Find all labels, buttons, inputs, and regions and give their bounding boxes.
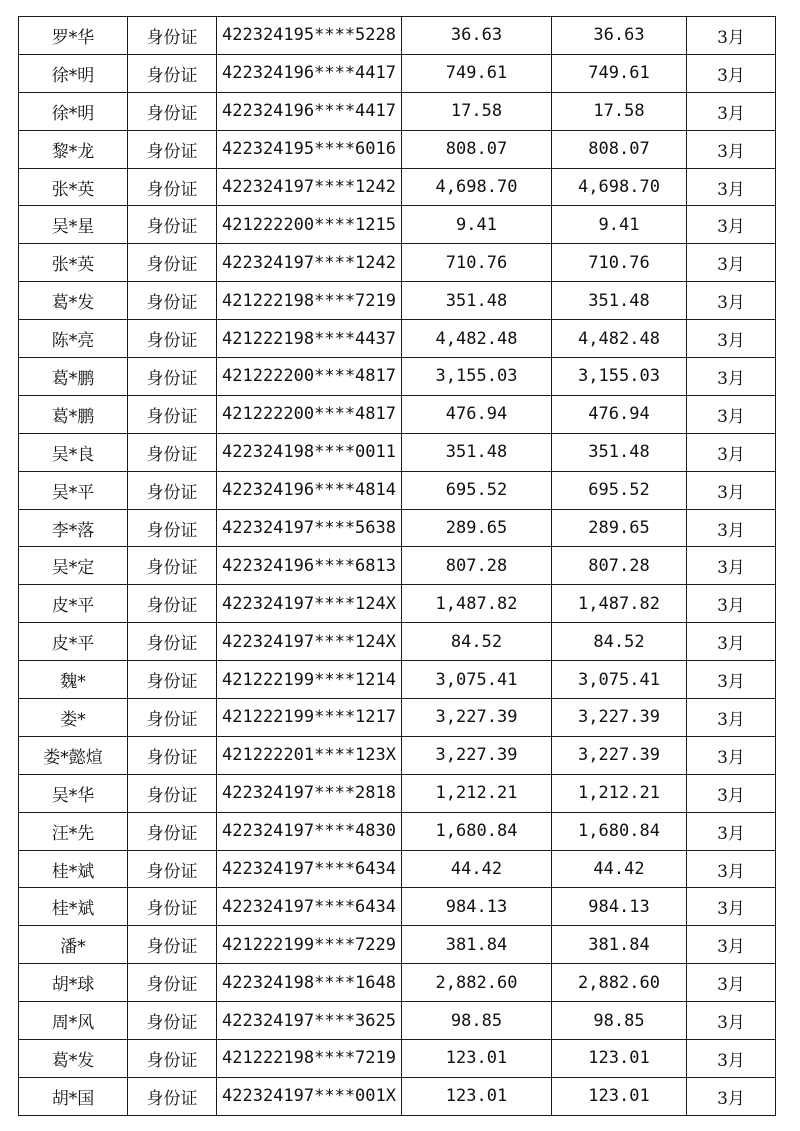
table-row xyxy=(19,471,776,509)
table-row xyxy=(19,661,776,699)
amount-paid-cell: 123.01 xyxy=(552,1077,687,1115)
id-number-cell: 422324197****6434 xyxy=(217,888,402,926)
amount-cell: 2,882.60 xyxy=(402,964,552,1002)
amount-paid-cell: 710.76 xyxy=(552,244,687,282)
id-type-cell: 身份证 xyxy=(128,168,217,206)
table-row xyxy=(19,509,776,547)
amount-cell: 17.58 xyxy=(402,92,552,130)
amount-cell: 123.01 xyxy=(402,1040,552,1078)
id-number-cell: 422324196****4417 xyxy=(217,92,402,130)
amount-paid-cell: 4,482.48 xyxy=(552,320,687,358)
table-row xyxy=(19,1077,776,1115)
month-cell: 3月 xyxy=(687,509,776,547)
month-cell: 3月 xyxy=(687,623,776,661)
id-number-cell: 421222200****1215 xyxy=(217,206,402,244)
id-number-cell: 422324197****3625 xyxy=(217,1002,402,1040)
id-number-cell: 422324197****5638 xyxy=(217,509,402,547)
name-cell: 葛*发 xyxy=(19,282,128,320)
month-cell: 3月 xyxy=(687,585,776,623)
name-cell: 葛*鹏 xyxy=(19,395,128,433)
name-cell: 徐*明 xyxy=(19,54,128,92)
table-row xyxy=(19,206,776,244)
amount-cell: 710.76 xyxy=(402,244,552,282)
amount-paid-cell: 749.61 xyxy=(552,54,687,92)
amount-paid-cell: 3,155.03 xyxy=(552,358,687,396)
id-number-cell: 421222199****1217 xyxy=(217,699,402,737)
amount-cell: 3,227.39 xyxy=(402,736,552,774)
month-cell: 3月 xyxy=(687,168,776,206)
amount-cell: 984.13 xyxy=(402,888,552,926)
amount-cell: 695.52 xyxy=(402,471,552,509)
month-cell: 3月 xyxy=(687,812,776,850)
id-type-cell: 身份证 xyxy=(128,964,217,1002)
amount-paid-cell: 9.41 xyxy=(552,206,687,244)
id-number-cell: 421222200****4817 xyxy=(217,358,402,396)
table-row xyxy=(19,1002,776,1040)
month-cell: 3月 xyxy=(687,736,776,774)
id-type-cell: 身份证 xyxy=(128,320,217,358)
amount-cell: 3,227.39 xyxy=(402,699,552,737)
table-row xyxy=(19,888,776,926)
table-row xyxy=(19,1040,776,1078)
id-type-cell: 身份证 xyxy=(128,509,217,547)
id-number-cell: 422324195****5228 xyxy=(217,17,402,55)
amount-paid-cell: 4,698.70 xyxy=(552,168,687,206)
id-number-cell: 422324197****6434 xyxy=(217,850,402,888)
amount-cell: 808.07 xyxy=(402,130,552,168)
month-cell: 3月 xyxy=(687,547,776,585)
amount-paid-cell: 381.84 xyxy=(552,926,687,964)
table-row xyxy=(19,54,776,92)
month-cell: 3月 xyxy=(687,54,776,92)
amount-cell: 9.41 xyxy=(402,206,552,244)
amount-paid-cell: 123.01 xyxy=(552,1040,687,1078)
table-row xyxy=(19,964,776,1002)
table-row xyxy=(19,395,776,433)
month-cell: 3月 xyxy=(687,699,776,737)
amount-paid-cell: 289.65 xyxy=(552,509,687,547)
table-row xyxy=(19,17,776,55)
amount-paid-cell: 3,227.39 xyxy=(552,736,687,774)
id-type-cell: 身份证 xyxy=(128,471,217,509)
month-cell: 3月 xyxy=(687,358,776,396)
amount-paid-cell: 351.48 xyxy=(552,282,687,320)
amount-paid-cell: 1,680.84 xyxy=(552,812,687,850)
name-cell: 潘* xyxy=(19,926,128,964)
name-cell: 吴*星 xyxy=(19,206,128,244)
id-number-cell: 422324197****2818 xyxy=(217,774,402,812)
name-cell: 桂*斌 xyxy=(19,850,128,888)
table-row xyxy=(19,358,776,396)
id-number-cell: 422324197****1242 xyxy=(217,168,402,206)
id-type-cell: 身份证 xyxy=(128,774,217,812)
amount-cell: 44.42 xyxy=(402,850,552,888)
id-type-cell: 身份证 xyxy=(128,1077,217,1115)
month-cell: 3月 xyxy=(687,433,776,471)
id-type-cell: 身份证 xyxy=(128,395,217,433)
id-number-cell: 421222198****7219 xyxy=(217,1040,402,1078)
amount-paid-cell: 2,882.60 xyxy=(552,964,687,1002)
amount-paid-cell: 3,075.41 xyxy=(552,661,687,699)
id-number-cell: 422324198****0011 xyxy=(217,433,402,471)
id-number-cell: 422324197****124X xyxy=(217,623,402,661)
amount-cell: 3,075.41 xyxy=(402,661,552,699)
records-table-body xyxy=(19,17,776,1116)
amount-cell: 36.63 xyxy=(402,17,552,55)
name-cell: 葛*发 xyxy=(19,1040,128,1078)
name-cell: 胡*球 xyxy=(19,964,128,1002)
amount-cell: 84.52 xyxy=(402,623,552,661)
id-type-cell: 身份证 xyxy=(128,850,217,888)
name-cell: 汪*先 xyxy=(19,812,128,850)
month-cell: 3月 xyxy=(687,926,776,964)
name-cell: 皮*平 xyxy=(19,623,128,661)
amount-paid-cell: 3,227.39 xyxy=(552,699,687,737)
table-row xyxy=(19,130,776,168)
amount-paid-cell: 84.52 xyxy=(552,623,687,661)
id-number-cell: 421222199****1214 xyxy=(217,661,402,699)
name-cell: 娄* xyxy=(19,699,128,737)
name-cell: 张*英 xyxy=(19,168,128,206)
id-type-cell: 身份证 xyxy=(128,92,217,130)
name-cell: 皮*平 xyxy=(19,585,128,623)
amount-paid-cell: 44.42 xyxy=(552,850,687,888)
id-type-cell: 身份证 xyxy=(128,547,217,585)
id-number-cell: 422324196****4814 xyxy=(217,471,402,509)
id-type-cell: 身份证 xyxy=(128,282,217,320)
id-number-cell: 421222199****7229 xyxy=(217,926,402,964)
name-cell: 桂*斌 xyxy=(19,888,128,926)
table-row xyxy=(19,812,776,850)
amount-paid-cell: 17.58 xyxy=(552,92,687,130)
table-row xyxy=(19,92,776,130)
amount-cell: 476.94 xyxy=(402,395,552,433)
table-row xyxy=(19,282,776,320)
id-number-cell: 421222198****4437 xyxy=(217,320,402,358)
amount-paid-cell: 1,487.82 xyxy=(552,585,687,623)
amount-cell: 351.48 xyxy=(402,433,552,471)
id-type-cell: 身份证 xyxy=(128,888,217,926)
id-number-cell: 422324196****4417 xyxy=(217,54,402,92)
name-cell: 罗*华 xyxy=(19,17,128,55)
amount-paid-cell: 98.85 xyxy=(552,1002,687,1040)
name-cell: 吴*良 xyxy=(19,433,128,471)
amount-paid-cell: 984.13 xyxy=(552,888,687,926)
month-cell: 3月 xyxy=(687,471,776,509)
table-row xyxy=(19,623,776,661)
amount-cell: 289.65 xyxy=(402,509,552,547)
table-row xyxy=(19,168,776,206)
name-cell: 黎*龙 xyxy=(19,130,128,168)
id-type-cell: 身份证 xyxy=(128,585,217,623)
table-row xyxy=(19,850,776,888)
id-number-cell: 422324197****001X xyxy=(217,1077,402,1115)
table-row xyxy=(19,433,776,471)
name-cell: 娄*懿煊 xyxy=(19,736,128,774)
month-cell: 3月 xyxy=(687,282,776,320)
table-row xyxy=(19,585,776,623)
amount-cell: 807.28 xyxy=(402,547,552,585)
amount-paid-cell: 695.52 xyxy=(552,471,687,509)
amount-cell: 123.01 xyxy=(402,1077,552,1115)
name-cell: 胡*国 xyxy=(19,1077,128,1115)
id-type-cell: 身份证 xyxy=(128,17,217,55)
table-row xyxy=(19,699,776,737)
amount-paid-cell: 476.94 xyxy=(552,395,687,433)
month-cell: 3月 xyxy=(687,888,776,926)
month-cell: 3月 xyxy=(687,964,776,1002)
amount-paid-cell: 351.48 xyxy=(552,433,687,471)
id-number-cell: 422324197****1242 xyxy=(217,244,402,282)
id-number-cell: 421222198****7219 xyxy=(217,282,402,320)
id-number-cell: 422324197****4830 xyxy=(217,812,402,850)
records-table xyxy=(18,16,776,1116)
month-cell: 3月 xyxy=(687,774,776,812)
amount-cell: 749.61 xyxy=(402,54,552,92)
amount-paid-cell: 36.63 xyxy=(552,17,687,55)
month-cell: 3月 xyxy=(687,395,776,433)
id-number-cell: 422324196****6813 xyxy=(217,547,402,585)
amount-cell: 351.48 xyxy=(402,282,552,320)
table-row xyxy=(19,736,776,774)
amount-paid-cell: 1,212.21 xyxy=(552,774,687,812)
name-cell: 魏* xyxy=(19,661,128,699)
month-cell: 3月 xyxy=(687,1002,776,1040)
month-cell: 3月 xyxy=(687,17,776,55)
name-cell: 李*落 xyxy=(19,509,128,547)
month-cell: 3月 xyxy=(687,130,776,168)
name-cell: 吴*平 xyxy=(19,471,128,509)
amount-cell: 98.85 xyxy=(402,1002,552,1040)
month-cell: 3月 xyxy=(687,850,776,888)
id-type-cell: 身份证 xyxy=(128,926,217,964)
id-type-cell: 身份证 xyxy=(128,623,217,661)
id-type-cell: 身份证 xyxy=(128,130,217,168)
table-row xyxy=(19,547,776,585)
id-number-cell: 422324197****124X xyxy=(217,585,402,623)
amount-cell: 4,482.48 xyxy=(402,320,552,358)
name-cell: 张*英 xyxy=(19,244,128,282)
id-type-cell: 身份证 xyxy=(128,433,217,471)
id-type-cell: 身份证 xyxy=(128,358,217,396)
name-cell: 周*风 xyxy=(19,1002,128,1040)
amount-cell: 4,698.70 xyxy=(402,168,552,206)
table-row xyxy=(19,320,776,358)
id-number-cell: 421222200****4817 xyxy=(217,395,402,433)
id-number-cell: 422324198****1648 xyxy=(217,964,402,1002)
amount-cell: 1,680.84 xyxy=(402,812,552,850)
month-cell: 3月 xyxy=(687,206,776,244)
month-cell: 3月 xyxy=(687,92,776,130)
amount-cell: 3,155.03 xyxy=(402,358,552,396)
amount-cell: 1,212.21 xyxy=(402,774,552,812)
month-cell: 3月 xyxy=(687,661,776,699)
name-cell: 徐*明 xyxy=(19,92,128,130)
name-cell: 吴*华 xyxy=(19,774,128,812)
id-type-cell: 身份证 xyxy=(128,699,217,737)
table-row xyxy=(19,774,776,812)
id-number-cell: 421222201****123X xyxy=(217,736,402,774)
id-number-cell: 422324195****6016 xyxy=(217,130,402,168)
month-cell: 3月 xyxy=(687,1040,776,1078)
month-cell: 3月 xyxy=(687,1077,776,1115)
name-cell: 吴*定 xyxy=(19,547,128,585)
amount-paid-cell: 807.28 xyxy=(552,547,687,585)
id-type-cell: 身份证 xyxy=(128,54,217,92)
table-row xyxy=(19,244,776,282)
id-type-cell: 身份证 xyxy=(128,736,217,774)
name-cell: 葛*鹏 xyxy=(19,358,128,396)
id-type-cell: 身份证 xyxy=(128,244,217,282)
amount-cell: 381.84 xyxy=(402,926,552,964)
month-cell: 3月 xyxy=(687,244,776,282)
id-type-cell: 身份证 xyxy=(128,812,217,850)
name-cell: 陈*亮 xyxy=(19,320,128,358)
amount-cell: 1,487.82 xyxy=(402,585,552,623)
id-type-cell: 身份证 xyxy=(128,661,217,699)
table-row xyxy=(19,926,776,964)
id-type-cell: 身份证 xyxy=(128,1002,217,1040)
id-type-cell: 身份证 xyxy=(128,206,217,244)
id-type-cell: 身份证 xyxy=(128,1040,217,1078)
amount-paid-cell: 808.07 xyxy=(552,130,687,168)
month-cell: 3月 xyxy=(687,320,776,358)
